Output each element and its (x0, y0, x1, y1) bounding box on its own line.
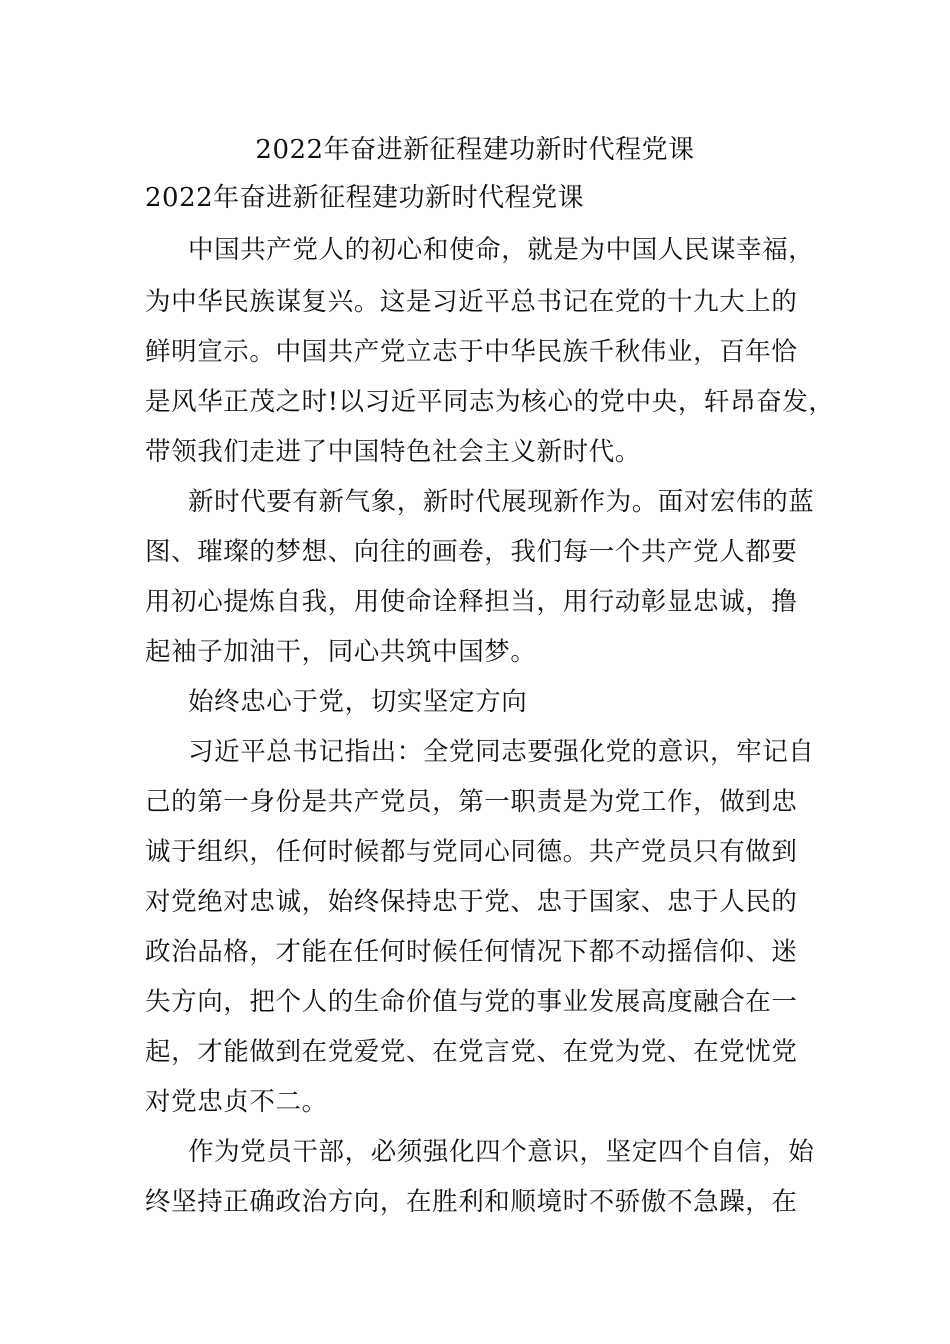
paragraph-3-line-6: 失方向，把个人的生命价值与党的事业发展高度融合在一 (145, 987, 798, 1017)
document-title: 2022年奋进新征程建功新时代程党课 (255, 135, 695, 165)
paragraph-1-line-2: 为中华民族谋复兴。这是习近平总书记在党的十九大上的 (145, 287, 798, 317)
paragraph-3-line-4: 对党绝对忠诚，始终保持忠于党、忠于国家、忠于人民的 (145, 887, 798, 917)
paragraph-1-line-3: 鲜明宣示。中国共产党立志于中华民族千秋伟业，百年恰 (145, 337, 798, 367)
paragraph-1-line-1: 中国共产党人的初心和使命，就是为中国人民谋幸福， (188, 235, 815, 265)
paragraph-2-line-2: 图、璀璨的梦想、向往的画卷，我们每一个共产党人都要 (145, 537, 798, 567)
section-heading: 始终忠心于党，切实坚定方向 (188, 687, 528, 717)
paragraph-3-line-2: 己的第一身份是共产党员，第一职责是为党工作，做到忠 (145, 787, 798, 817)
document-subtitle: 2022年奋进新征程建功新时代程党课 (145, 183, 585, 213)
paragraph-3-line-1: 习近平总书记指出：全党同志要强化党的意识，牢记自 (188, 737, 815, 767)
paragraph-4-line-2: 终坚持正确政治方向，在胜利和顺境时不骄傲不急躁，在 (145, 1187, 798, 1217)
paragraph-3-line-5: 政治品格，才能在任何时候任何情况下都不动摇信仰、迷 (145, 937, 798, 967)
paragraph-3-line-3: 诚于组织，任何时候都与党同心同德。共产党员只有做到 (145, 837, 798, 867)
paragraph-1-line-4: 是风华正茂之时!以习近平同志为核心的党中央，轩昂奋发， (145, 387, 835, 417)
paragraph-3-line-8: 对党忠贞不二。 (145, 1087, 328, 1117)
paragraph-2-line-1: 新时代要有新气象，新时代展现新作为。面对宏伟的蓝 (188, 487, 815, 517)
paragraph-1-line-5: 带领我们走进了中国特色社会主义新时代。 (145, 437, 641, 467)
paragraph-3-line-7: 起，才能做到在党爱党、在党言党、在党为党、在党忧党 (145, 1037, 798, 1067)
paragraph-2-line-3: 用初心提炼自我，用使命诠释担当，用行动彰显忠诚，撸 (145, 587, 798, 617)
paragraph-2-line-4: 起袖子加油干，同心共筑中国梦。 (145, 637, 537, 667)
paragraph-4-line-1: 作为党员干部，必须强化四个意识，坚定四个自信，始 (188, 1137, 815, 1167)
